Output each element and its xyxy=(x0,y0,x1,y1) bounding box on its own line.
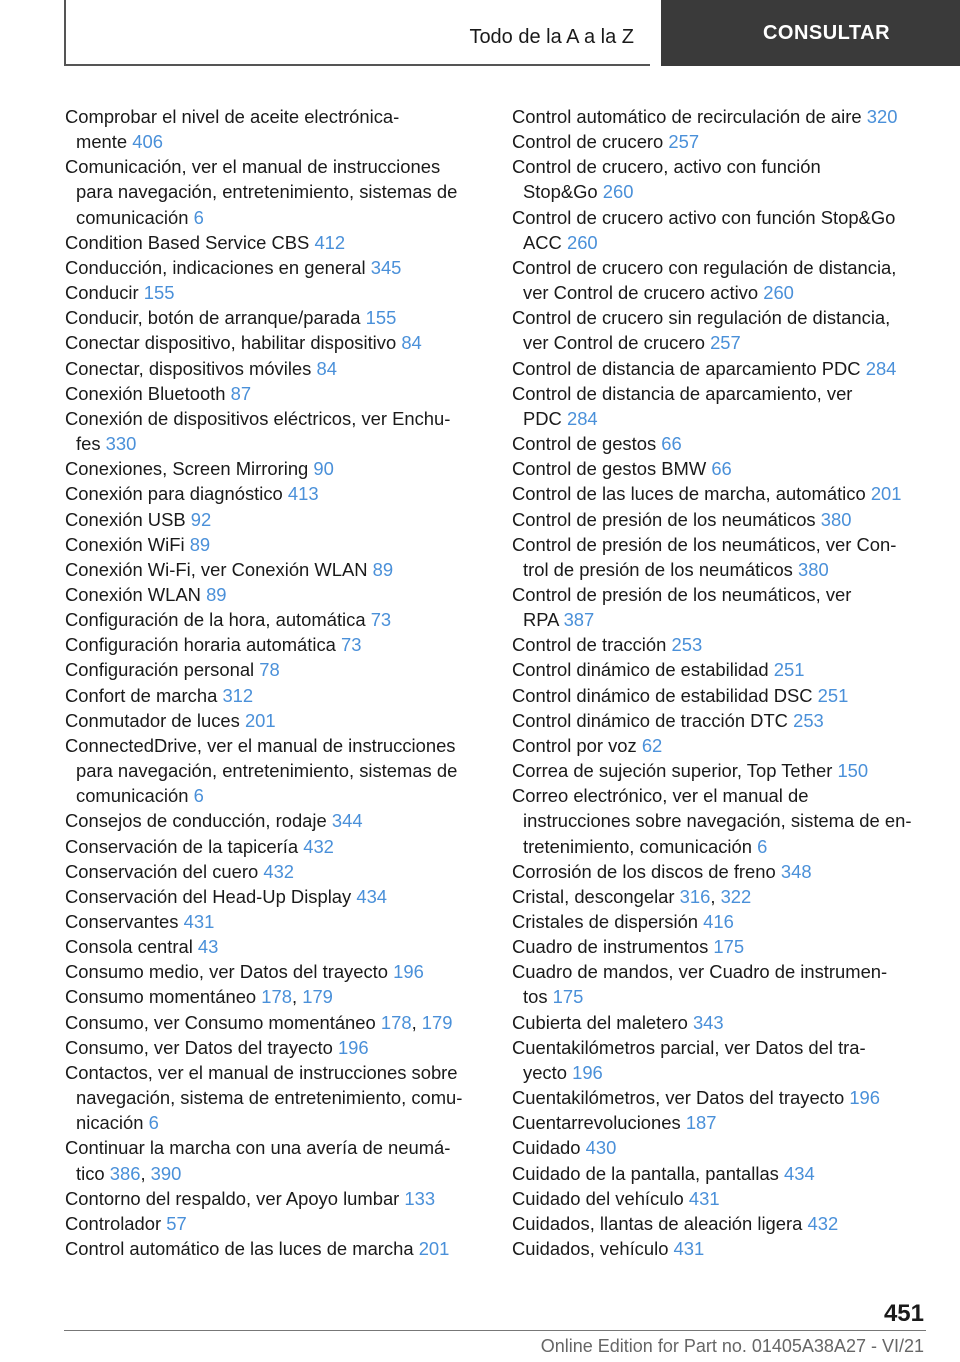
index-entry-text: Consumo, ver Datos del trayecto xyxy=(65,1036,333,1058)
page-link[interactable]: 320 xyxy=(866,106,898,127)
index-entry xyxy=(512,1186,927,1211)
page-link[interactable]: 343 xyxy=(692,1011,724,1033)
page-link[interactable]: 196 xyxy=(393,961,424,983)
index-entry-text: Cubierta del maletero xyxy=(512,1011,688,1033)
index-entry-text: Conservación del Head-Up Display xyxy=(65,885,352,907)
index-entry-text: Control de distancia de aparcamiento PDC xyxy=(512,357,861,379)
index-entry-text: instrucciones sobre navegación, sistema de en- xyxy=(523,810,912,832)
page-link[interactable]: 196 xyxy=(572,1061,603,1083)
index-entry xyxy=(512,758,927,783)
page-link[interactable]: 406 xyxy=(132,131,163,153)
page-link[interactable]: 322 xyxy=(720,885,752,907)
index-entry-text: Cristales de dispersión xyxy=(512,911,699,932)
page-link[interactable]: 89 xyxy=(189,533,211,555)
index-entry-text: Control dinámico de estabilidad xyxy=(512,659,769,681)
index-entry-text: Consola central xyxy=(65,936,193,958)
index-entry-text: Cuentakilómetros parcial, ver Datos del tra- xyxy=(512,1036,866,1058)
index-entry-text: yecto xyxy=(523,1061,567,1083)
index-entry xyxy=(65,356,480,381)
page-link[interactable]: 150 xyxy=(837,760,869,782)
index-entry-text: Control de presión de los neumáticos xyxy=(512,508,816,530)
index-entry xyxy=(512,1085,927,1110)
index-entry-text: Control de distancia de aparcamiento, ver xyxy=(512,382,853,404)
index-entry xyxy=(65,330,480,355)
index-entry xyxy=(512,104,927,129)
page-link[interactable]: 316 xyxy=(679,885,711,907)
index-entry xyxy=(512,356,927,381)
index-entry-text: Cuidados, llantas de aleación ligera xyxy=(512,1212,803,1234)
index-entry xyxy=(65,1060,480,1135)
index-entry-text: Controlador xyxy=(65,1212,162,1234)
index-entry-text: Consumo medio, ver Datos del trayecto xyxy=(65,961,389,983)
page-link[interactable]: 66 xyxy=(661,433,682,455)
page-link[interactable]: 84 xyxy=(316,357,337,379)
page-link[interactable]: 257 xyxy=(710,332,741,354)
section-title: Todo de la A a la Z xyxy=(469,26,634,48)
page-link[interactable]: 43 xyxy=(197,936,219,958)
index-entry xyxy=(65,305,480,330)
index-entry-text: Conducir xyxy=(65,282,139,304)
index-entry-text: Consumo, ver Consumo momentáneo xyxy=(65,1011,376,1033)
index-entry xyxy=(512,783,927,858)
page-link[interactable]: 179 xyxy=(302,986,333,1008)
index-entry xyxy=(65,733,480,808)
page-link[interactable]: 380 xyxy=(820,508,852,530)
index-entry-text: comunicación xyxy=(76,206,189,228)
page-link[interactable]: 432 xyxy=(263,860,295,882)
index-entry-text: tico xyxy=(76,1162,105,1184)
index-entry xyxy=(65,557,480,582)
page-link[interactable]: 6 xyxy=(193,785,204,807)
index-entry-text: comunicación xyxy=(76,785,189,807)
page-link[interactable]: 179 xyxy=(421,1011,453,1033)
page-link[interactable]: 178 xyxy=(380,1011,412,1033)
index-entry-text: Control de crucero activo con función Stop&Go xyxy=(512,206,896,228)
page-link[interactable]: 201 xyxy=(418,1238,450,1260)
page-link[interactable]: 284 xyxy=(566,407,598,429)
index-entry xyxy=(65,607,480,632)
page-link[interactable]: 87 xyxy=(230,382,252,404)
page-link[interactable]: 344 xyxy=(331,810,363,832)
index-entry-text: para navegación, entretenimiento, sistemas de xyxy=(76,181,458,203)
footer-edition: Online Edition for Part no. 01405A38A27 - VI/21 xyxy=(540,1336,924,1356)
index-entry-text: Cuadro de instrumentos xyxy=(512,936,709,958)
page-link[interactable]: 196 xyxy=(337,1036,369,1058)
page-link[interactable]: 260 xyxy=(602,181,634,203)
index-entry xyxy=(512,507,927,532)
index-entry-text: Control de crucero con regulación de distancia, xyxy=(512,256,897,278)
page-link[interactable]: 155 xyxy=(143,282,175,304)
page-link[interactable]: 133 xyxy=(404,1187,436,1209)
page-link[interactable]: 330 xyxy=(105,433,137,455)
index-entry xyxy=(512,657,927,682)
index-entry-text: PDC xyxy=(523,407,562,429)
index-entry xyxy=(65,280,480,305)
page-link[interactable]: 432 xyxy=(303,835,334,857)
index-entry-text: para navegación, entretenimiento, sistemas de xyxy=(76,760,458,782)
index-entry-text: Cuentakilómetros, ver Datos del trayecto xyxy=(512,1087,845,1109)
page-link[interactable]: 196 xyxy=(849,1087,881,1109)
index-entry-text: Conexión Wi-Fi, ver Conexión WLAN xyxy=(65,558,368,580)
page-link[interactable]: 253 xyxy=(671,634,703,656)
index-entry-text: Continuar la marcha con una avería de neumá- xyxy=(65,1137,451,1159)
page-link[interactable]: 90 xyxy=(313,458,334,480)
page-link[interactable]: 434 xyxy=(356,885,388,907)
index-entry-text: Conservantes xyxy=(65,911,179,932)
index-entry-text: Cuidado xyxy=(512,1137,581,1159)
page-link[interactable]: 412 xyxy=(314,231,346,253)
index-entry xyxy=(65,154,480,229)
index-entry xyxy=(65,934,480,959)
index-entry-text: Control de gestos BMW xyxy=(512,458,707,480)
page-link[interactable]: 253 xyxy=(793,709,824,731)
page-link[interactable]: 155 xyxy=(365,307,397,329)
index-entry xyxy=(512,1035,927,1085)
index-entry-text: Cuentarrevoluciones xyxy=(512,1112,681,1134)
page-link[interactable]: 6 xyxy=(148,1112,159,1134)
index-entry xyxy=(65,884,480,909)
page-link[interactable]: 260 xyxy=(763,282,794,304)
page-link[interactable]: 89 xyxy=(206,583,227,605)
page-link[interactable]: 413 xyxy=(287,483,319,505)
index-entry-text: Conservación de la tapicería xyxy=(65,835,299,857)
index-entry-text: Conducción, indicaciones en general xyxy=(65,256,366,278)
page-link[interactable]: 260 xyxy=(566,231,598,253)
index-entry xyxy=(512,129,927,154)
index-entry-text: Stop&Go xyxy=(523,181,598,203)
index-entry-text: Conducir, botón de arranque/parada xyxy=(65,307,361,329)
page-link[interactable]: 73 xyxy=(370,609,392,631)
page-number: 451 xyxy=(883,1300,924,1327)
index-entry-text: Control de las luces de marcha, automático xyxy=(512,483,866,505)
index-entry xyxy=(512,934,927,959)
index-entry-text: Cristal, descongelar xyxy=(512,885,675,907)
page-link[interactable]: 66 xyxy=(711,458,732,480)
index-entry-text: Confort de marcha xyxy=(65,684,218,706)
page-link[interactable]: 78 xyxy=(259,659,280,681)
index-entry-text: Conexión Bluetooth xyxy=(65,382,226,404)
index-entry-text: ver Control de crucero activo xyxy=(523,282,759,304)
index-entry xyxy=(65,104,480,154)
index-entry-text: Configuración de la hora, automática xyxy=(65,609,366,631)
index-entry xyxy=(512,1135,927,1160)
index-entry xyxy=(512,532,927,582)
index-entry-text: Control de presión de los neumáticos, ver Con- xyxy=(512,533,897,555)
page-link[interactable]: 6 xyxy=(757,835,768,857)
index-entry xyxy=(65,582,480,607)
index-entry-text: Control de crucero xyxy=(512,131,664,153)
index-entry-text: Condition Based Service CBS xyxy=(65,231,310,253)
index-entry xyxy=(65,406,480,456)
page-link[interactable]: 251 xyxy=(817,684,849,706)
index-entry xyxy=(65,708,480,733)
index-entry-text: Control de gestos xyxy=(512,433,657,455)
index-entry-text: Corrosión de los discos de freno xyxy=(512,860,776,882)
index-entry xyxy=(65,959,480,984)
index-entry: Continuar la marcha con una avería de neumá- tico 386, 390 xyxy=(65,1137,451,1184)
index-entry xyxy=(65,834,480,859)
index-entry-text: ConnectedDrive, ver el manual de instrucciones xyxy=(65,734,456,756)
header-bottom-rule xyxy=(64,64,650,66)
page-link[interactable]: 251 xyxy=(773,659,805,681)
index-entry xyxy=(512,1110,927,1135)
index-entry xyxy=(512,381,927,431)
index-entry: Consumo momentáneo 178, 179 xyxy=(65,986,333,1008)
index-entry-text: Control de presión de los neumáticos, ver xyxy=(512,583,852,605)
page-link[interactable]: 416 xyxy=(703,911,734,932)
tab-consultar[interactable] xyxy=(661,0,960,66)
page-link[interactable]: 73 xyxy=(341,634,362,656)
index-entry xyxy=(512,1010,927,1035)
page-link[interactable]: 175 xyxy=(552,986,584,1008)
index-column-left xyxy=(65,104,480,1261)
index-entry xyxy=(65,808,480,833)
index-entry-text: ACC xyxy=(523,231,562,253)
tab-label: CONSULTAR xyxy=(762,21,891,44)
page-link[interactable]: 431 xyxy=(673,1238,705,1260)
index-entry xyxy=(65,230,480,255)
index-entry-text: Contactos, ver el manual de instrucciones sobre xyxy=(65,1061,458,1083)
index-entry xyxy=(65,507,480,532)
index-entry xyxy=(512,683,927,708)
page-link[interactable]: 201 xyxy=(870,483,902,505)
page-link[interactable]: 284 xyxy=(865,357,897,379)
index-entry xyxy=(65,1186,480,1211)
index-entry xyxy=(65,657,480,682)
index-entry xyxy=(65,1236,480,1261)
index-entry-text: Configuración personal xyxy=(65,659,255,681)
index-entry-text: Correo electrónico, ver el manual de xyxy=(512,785,809,807)
index-entry xyxy=(65,381,480,406)
index-entry xyxy=(65,683,480,708)
index-entry xyxy=(512,305,927,355)
index-column-right xyxy=(512,104,927,1261)
index-entry-text: tretenimiento, comunicación xyxy=(523,835,752,857)
index-entry-text: Conectar dispositivo, habilitar dispositivo xyxy=(65,332,397,354)
index-entry xyxy=(65,1211,480,1236)
index-entry xyxy=(512,1236,927,1261)
index-entry-text: Control por voz xyxy=(512,734,637,756)
page-link[interactable]: 432 xyxy=(807,1212,839,1234)
index-entry-text: Conservación del cuero xyxy=(65,860,259,882)
index-entry xyxy=(512,909,927,934)
index-entry-text: tos xyxy=(523,986,548,1008)
index-entry xyxy=(512,431,927,456)
index-entry-text: Consejos de conducción, rodaje xyxy=(65,810,327,832)
index-entry xyxy=(512,632,927,657)
index-entry-text: RPA xyxy=(523,609,559,631)
page-link[interactable]: 390 xyxy=(150,1162,182,1184)
index-entry xyxy=(512,255,927,305)
index-entry-text: Control de crucero, activo con función xyxy=(512,156,821,178)
index-entry-text: fes xyxy=(76,433,101,455)
index-entry-text: Configuración horaria automática xyxy=(65,634,336,656)
index-entry-text: Control automático de recirculación de aire xyxy=(512,106,862,127)
index-entry-text: nicación xyxy=(76,1112,144,1134)
index-entry xyxy=(65,532,480,557)
index-entry-text: Comprobar el nivel de aceite electrónica- xyxy=(65,106,400,127)
index-entry xyxy=(512,959,927,1009)
index-entry-text: Conexiones, Screen Mirroring xyxy=(65,458,309,480)
page-link[interactable]: 175 xyxy=(713,936,745,958)
index-entry-text: Consumo momentáneo xyxy=(65,986,257,1008)
index-entry xyxy=(512,1161,927,1186)
index-entry-text: Conexión de dispositivos eléctricos, ver Enchu- xyxy=(65,407,451,429)
page-link[interactable]: 201 xyxy=(244,709,276,731)
index-entry xyxy=(512,154,927,204)
index-entry-text: ver Control de crucero xyxy=(523,332,705,354)
index-entry xyxy=(65,859,480,884)
page-link[interactable]: 386 xyxy=(109,1162,141,1184)
index-entry-text: Control automático de las luces de marcha xyxy=(65,1238,414,1260)
index-entry xyxy=(512,708,927,733)
page-link[interactable]: 178 xyxy=(261,986,292,1008)
index-entry xyxy=(65,456,480,481)
page-link[interactable]: 187 xyxy=(685,1112,717,1134)
index-entry xyxy=(512,481,927,506)
index-entry-text: Conexión WiFi xyxy=(65,533,185,555)
index-entry-text: Conectar, dispositivos móviles xyxy=(65,357,312,379)
index-entry-text: navegación, sistema de entretenimiento, comu- xyxy=(76,1087,463,1109)
page-link[interactable]: 431 xyxy=(183,911,215,932)
footer-rule xyxy=(64,1330,926,1331)
page-link[interactable]: 434 xyxy=(784,1162,815,1184)
page-link[interactable]: 62 xyxy=(641,734,663,756)
page-link[interactable]: 6 xyxy=(193,206,204,228)
index-entry-text: Conexión USB xyxy=(65,508,186,530)
page-link[interactable]: 380 xyxy=(798,558,829,580)
index-entry-text: trol de presión de los neumáticos xyxy=(523,558,793,580)
index-entry-text: Control dinámico de tracción DTC xyxy=(512,709,788,731)
header-left-rule xyxy=(64,0,66,66)
page-link[interactable]: 387 xyxy=(563,609,595,631)
index-entry-text: Cuadro de mandos, ver Cuadro de instrumen- xyxy=(512,961,888,983)
page-link[interactable]: 257 xyxy=(668,131,700,153)
page-link[interactable]: 430 xyxy=(585,1137,617,1159)
index-entry xyxy=(512,456,927,481)
page-link[interactable]: 345 xyxy=(370,256,402,278)
index-entry-text: Conexión para diagnóstico xyxy=(65,483,283,505)
index-entry-text: Cuidado del vehículo xyxy=(512,1187,684,1209)
index-entry xyxy=(512,1211,927,1236)
index-entry-text: Cuidado de la pantalla, pantallas xyxy=(512,1162,779,1184)
page-link[interactable]: 312 xyxy=(222,684,254,706)
index-entry: Cristal, descongelar 316, 322 xyxy=(512,885,752,907)
index-entry xyxy=(512,733,927,758)
index-entry xyxy=(65,1035,480,1060)
index-entry-text: Conmutador de luces xyxy=(65,709,240,731)
page-link[interactable]: 348 xyxy=(780,860,812,882)
index-entry xyxy=(65,909,480,934)
index-entry-text: mente xyxy=(76,131,128,153)
index-entry xyxy=(512,859,927,884)
index-entry xyxy=(512,582,927,632)
index-entry-text: Correa de sujeción superior, Top Tether xyxy=(512,760,833,782)
index-entry xyxy=(65,481,480,506)
index-entry xyxy=(512,205,927,255)
page-link[interactable]: 57 xyxy=(166,1212,187,1234)
index-entry-text: Conexión WLAN xyxy=(65,583,201,605)
page-link[interactable]: 92 xyxy=(190,508,212,530)
index-entry-text: Control de tracción xyxy=(512,634,667,656)
page-link[interactable]: 84 xyxy=(401,332,422,354)
index-entry-text: Control de crucero sin regulación de distancia, xyxy=(512,307,891,329)
index-entry xyxy=(65,632,480,657)
page-link[interactable]: 431 xyxy=(688,1187,720,1209)
index-entry-text: Contorno del respaldo, ver Apoyo lumbar xyxy=(65,1187,400,1209)
index-entry: Consumo, ver Consumo momentáneo 178, 179 xyxy=(65,1011,453,1033)
index-entry-text: Comunicación, ver el manual de instrucciones xyxy=(65,156,441,178)
index-entry xyxy=(65,255,480,280)
index-entry-text: Cuidados, vehículo xyxy=(512,1238,669,1260)
page-link[interactable]: 89 xyxy=(372,558,394,580)
index-entry-text: Control dinámico de estabilidad DSC xyxy=(512,684,813,706)
